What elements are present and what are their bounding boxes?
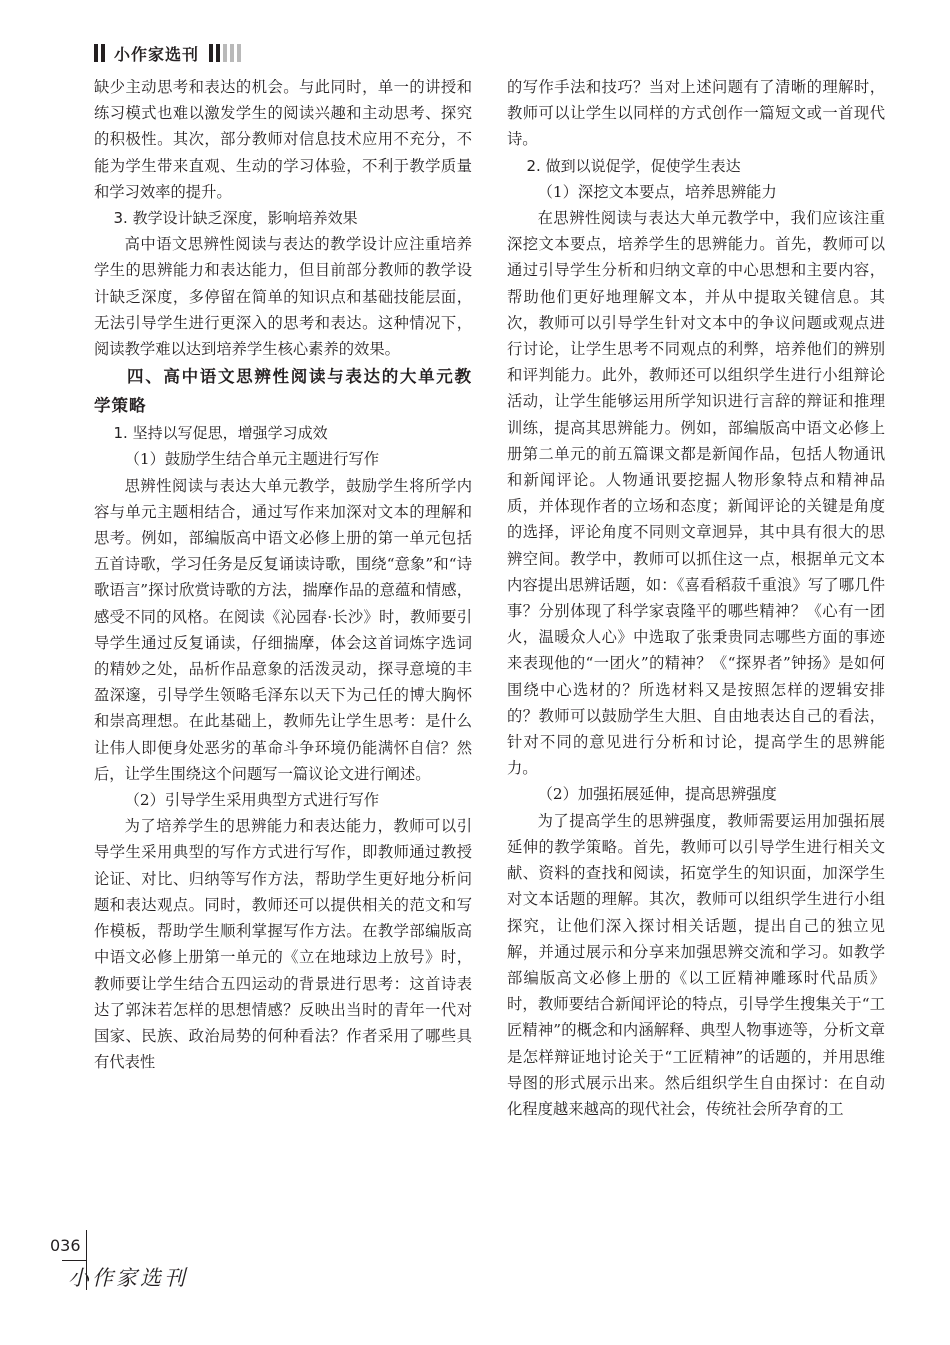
paragraph: 思辨性阅读与表达大单元教学，鼓励学生将所学内容与单元主题相结合，通过写作来加深对文本的理解和思考。例如，部编版高中语文必修上册的第一单元包括五首诗歌，学习任务是反复诵读诗歌，围绕“意象”和“诗歌语言”探讨欣赏诗歌的方法，揣摩作品的意蕴和情感，感受不同的风格。在阅读《沁园春·长沙》时，教师要引导学生通过反复诵读，仔细揣摩，体会这首词炼字选词的精妙之处，品析作品意象的活泼灵动，探寻意境的丰盈深邃，引导学生领略毛泽东以天下为己任的博大胸怀和崇高理想。在此基础上，教师先让学生思考：是什么让伟人即便身处恶劣的革命斗争环境仍能满怀自信？然后，让学生围绕这个问题写一篇议论文进行阐述。 bbox=[94, 476, 472, 783]
subsubsection-heading: （2）引导学生采用典型方式进行写作 bbox=[124, 791, 380, 810]
left-column bbox=[94, 74, 472, 1075]
subsection-heading: 1. 坚持以写促思，增强学习成效 bbox=[113, 424, 328, 443]
paragraph: 为了培养学生的思辨能力和表达能力，教师可以引导学生采用典型的写作方式进行写作，即教师通过教授论证、对比、归纳等写作方法，帮助学生更好地分析问题和表达观点。同时，教师还可以提供相关的范文和写作模板，帮助学生顺利掌握写作方法。在教学部编版高中语文必修上册第一单元的《立在地球边上放号》时，教师要让学生结合五四运动的背景进行思考：这首诗表达了郭沫若怎样的思想情感？反映出当时的青年一代对国家、民族、政治局势的何种看法？作者采用了哪些具有代表性 bbox=[94, 817, 472, 1072]
subsection-heading: 3. 教学设计缺乏深度，影响培养效果 bbox=[113, 209, 358, 228]
journal-title: 小作家选刊 bbox=[114, 44, 200, 64]
paragraph: 为了提高学生的思辨强度，教师需要运用加强拓展延伸的教学策略。首先，教师可以引导学生进行相关文献、资料的查找和阅读，拓宽学生的知识面，加深学生对文本话题的理解。其次，教师可以组织学生进行小组探究，让他们深入探讨相关话题，提出自己的独立见解，并通过展示和分享来加强思辨交流和学习。如教学部编版高文必修上册的《以工匠精神雕琢时代品质》时，教师要结合新闻评论的特点，引导学生搜集关于“工匠精神”的概念和内涵解释、典型人物事迹等，分析文章是怎样辩证地讨论关于“工匠精神”的话题的，并用思维导图的形式展示出来。然后组织学生自由探讨：在自动化程度越来越高的现代社会，传统社会所孕育的工 bbox=[507, 811, 885, 1118]
right-column bbox=[507, 74, 885, 1122]
subsection-heading: 2. 做到以说促学，促使学生表达 bbox=[526, 156, 741, 175]
header-bars-right bbox=[209, 44, 244, 62]
paragraph: 的写作手法和技巧？当对上述问题有了清晰的理解时，教师可以让学生以同样的方式创作一篇短文或一首现代诗。 bbox=[507, 78, 885, 149]
subsubsection-heading: （1）鼓励学生结合单元主题进行写作 bbox=[124, 450, 380, 469]
paragraph: 高中语文思辨性阅读与表达的教学设计应注重培养学生的思辨能力和表达能力，但目前部分教师的教学设计缺乏深度，多停留在简单的知识点和基础技能层面，无法引导学生进行更深入的思考和表达。这种情况下，阅读教学难以达到培养学生核心素养的效果。 bbox=[94, 235, 472, 359]
footer-logo: 小作家选刊 bbox=[68, 1266, 188, 1290]
subsubsection-heading: （1）深挖文本要点，培养思辨能力 bbox=[537, 182, 777, 201]
running-header bbox=[94, 40, 244, 66]
header-bars-left bbox=[94, 44, 108, 62]
footer-rule bbox=[62, 1260, 86, 1261]
subsubsection-heading: （2）加强拓展延伸，提高思辨强度 bbox=[537, 785, 777, 804]
paragraph: 在思辨性阅读与表达大单元教学中，我们应该注重深挖文本要点，培养学生的思辨能力。首先，教师可以通过引导学生分析和归纳文章的中心思想和主要内容，帮助他们更好地理解文本，并从中提取关键信息。其次，教师可以引导学生针对文本中的争议问题或观点进行讨论，让学生思考不同观点的利弊，培养他们的辨别和评判能力。此外，教师还可以组织学生进行小组辩论活动，让学生能够运用所学知识进行言辞的辩证和推理训练，提高其思辨能力。例如，部编版高中语文必修上册第二单元的前五篇课文都是新闻作品，包括人物通讯和新闻评论。人物通讯要挖掘人物形象特点和精神品质，并体现作者的立场和态度；新闻评论的关键是角度的选择，评论角度不同则文章迥异，其中具有很大的思辨空间。教学中，教师可以抓住这一点，根据单元文本内容提出思辨话题，如：《喜看稻菽千重浪》写了哪几件事？分别体现了科学家袁隆平的哪些精神？《心有一团火，温暖众人心》中选取了张秉贵同志哪些方面的事迹来表现他的“一团火”的精神？《“探界者”钟扬》是如何围绕中心选材的？所选材料又是按照怎样的逻辑安排的？教师可以鼓励学生大胆、自由地表达自己的看法，针对不同的意见进行分析和讨论，提高学生的思辨能力。 bbox=[507, 209, 885, 778]
page-number: 036 bbox=[50, 1236, 81, 1255]
section-heading: 四、高中语文思辨性阅读与表达的大单元教学策略 bbox=[94, 367, 472, 416]
paragraph: 缺少主动思考和表达的机会。与此同时，单一的讲授和练习模式也难以激发学生的阅读兴趣和主动思考、探究的积极性。其次，部分教师对信息技术应用不充分，不能为学生带来直观、生动的学习体验，不利于教学质量和学习效率的提升。 bbox=[94, 78, 472, 201]
